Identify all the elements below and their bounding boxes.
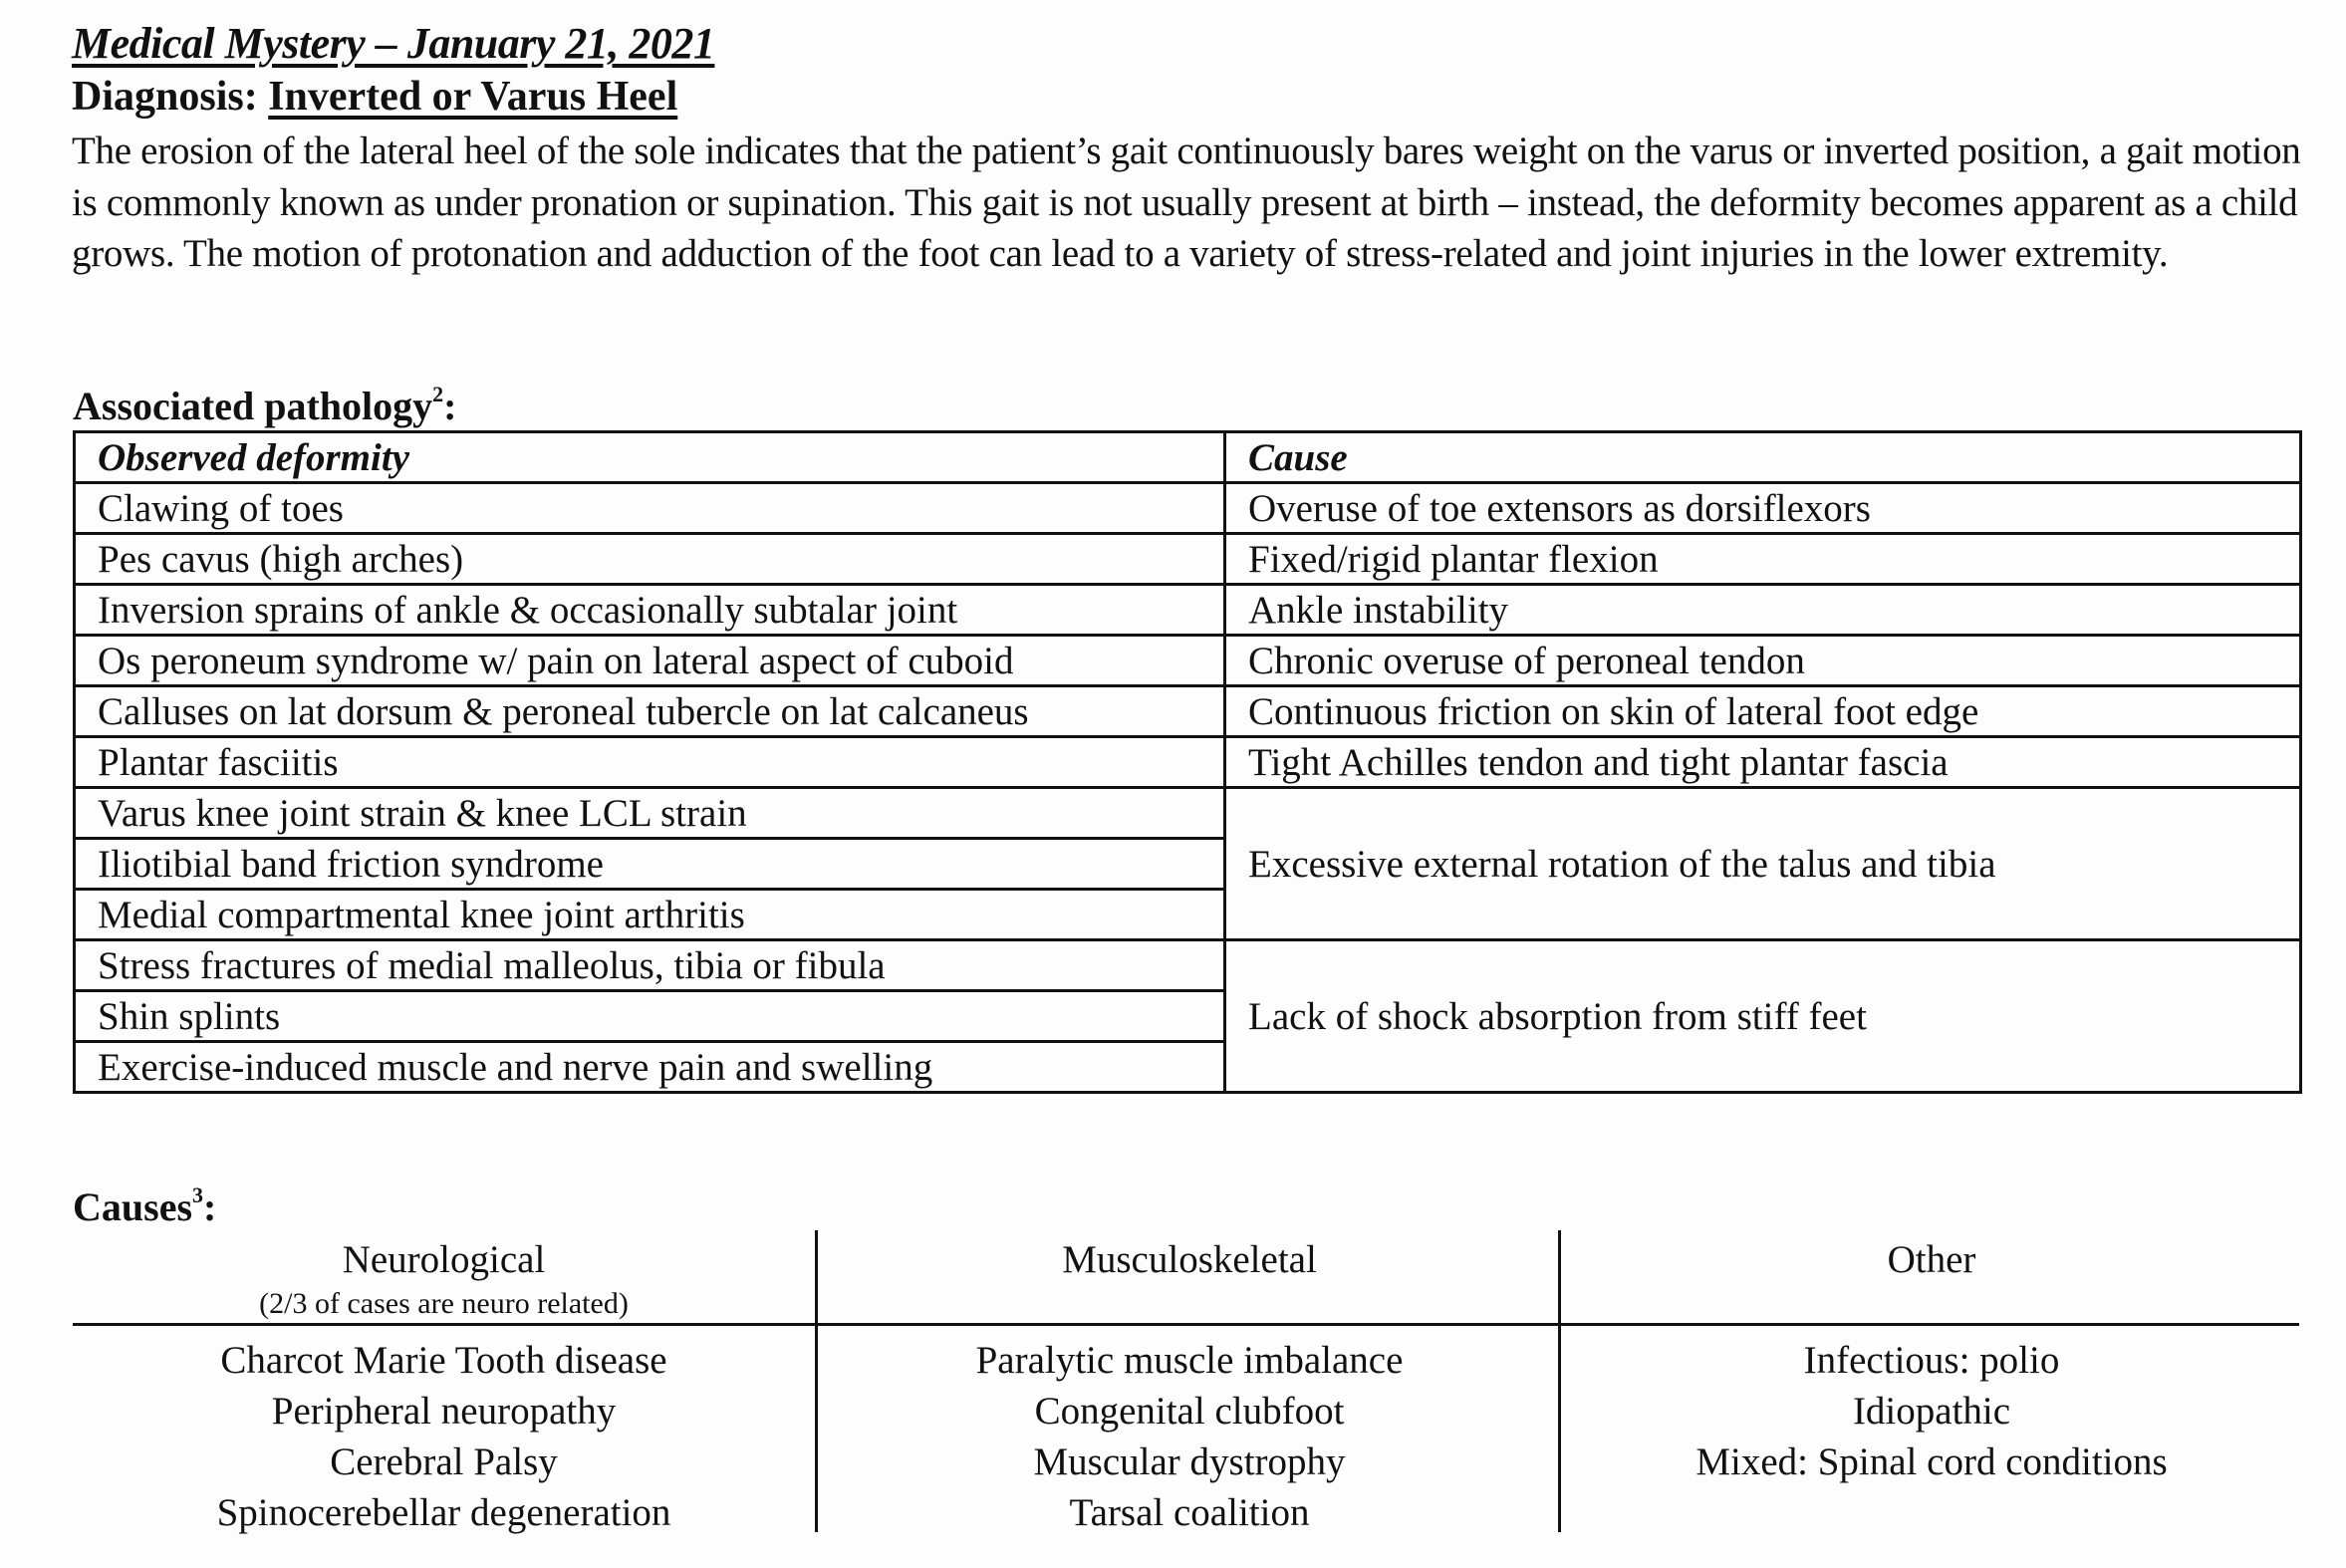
- footnote-marker: 2: [432, 382, 444, 406]
- cause-cell: Tight Achilles tendon and tight plantar fascia: [1225, 737, 2301, 788]
- deformity-cell: Pes cavus (high arches): [75, 534, 1225, 585]
- table-row: [75, 737, 2301, 788]
- associated-pathology-heading-text: Associated pathology: [73, 384, 433, 428]
- deformity-cell: Inversion sprains of ankle & occasionally subtalar joint: [75, 585, 1225, 636]
- document-title: Medical Mystery – January 21, 2021: [72, 19, 715, 68]
- causes-grid: [73, 1230, 2299, 1532]
- diagnosis-line: [72, 76, 677, 118]
- diagnosis-label: Diagnosis:: [72, 74, 258, 120]
- deformity-cell: Iliotibial band friction syndrome: [75, 839, 1225, 890]
- deformity-cell: Exercise-induced muscle and nerve pain and swelling: [75, 1042, 1225, 1093]
- deformity-cell: Varus knee joint strain & knee LCL strain: [75, 788, 1225, 839]
- associated-pathology-table: [73, 430, 2302, 1094]
- cause-cell-merged: Lack of shock absorption from stiff feet: [1225, 940, 2301, 1093]
- column-header: [1561, 1230, 2302, 1325]
- causes-column-other: [1558, 1230, 2302, 1532]
- list-item: Congenital clubfoot: [1034, 1390, 1345, 1433]
- cause-list: [73, 1325, 815, 1538]
- list-item: Charcot Marie Tooth disease: [220, 1339, 667, 1382]
- associated-pathology-heading: Associated pathology$^2$:: [73, 382, 457, 428]
- cause-cell: Continuous friction on skin of lateral foot edge: [1225, 686, 2301, 737]
- list-item: Idiopathic: [1852, 1390, 2011, 1433]
- table-row: [75, 534, 2301, 585]
- deformity-cell: Calluses on lat dorsum & peroneal tubercle on lat calcaneus: [75, 686, 1225, 737]
- deformity-cell: Medial compartmental knee joint arthritis: [75, 890, 1225, 940]
- deformity-cell: Shin splints: [75, 991, 1225, 1042]
- column-title: Neurological: [342, 1238, 546, 1281]
- list-item: Mixed: Spinal cord conditions: [1695, 1440, 2168, 1483]
- cause-list: [1561, 1325, 2302, 1487]
- column-title: Musculoskeletal: [1062, 1238, 1317, 1281]
- cause-cell: Chronic overuse of peroneal tendon: [1225, 636, 2301, 686]
- causes-heading: Causes$^3$:: [73, 1182, 217, 1229]
- table-row: [75, 788, 2301, 839]
- deformity-cell: Os peroneum syndrome w/ pain on lateral aspect of cuboid: [75, 636, 1225, 686]
- list-item: Infectious: polio: [1803, 1339, 2060, 1382]
- causes-heading-text: Causes: [73, 1184, 193, 1229]
- list-item: Tarsal coalition: [1069, 1491, 1310, 1534]
- column-header-cause: Cause: [1225, 432, 2301, 483]
- intro-paragraph: The erosion of the lateral heel of the sole indicates that the patient’s gait continuously bares weight on the varus or inverted position, a gait motion is commonly known as under pronation or supination. This gait is not usually present at birth – instead, the deformity becomes apparent as a child grows. The motion of protonation and adduction of the foot can lead to a variety of stress-related and joint injuries in the lower extremity.: [72, 130, 2301, 275]
- cause-cell: Overuse of toe extensors as dorsiflexors: [1225, 483, 2301, 534]
- causes-column-neurological: [73, 1230, 815, 1532]
- list-item: Paralytic muscle imbalance: [975, 1339, 1404, 1382]
- cause-cell-merged: Excessive external rotation of the talus and tibia: [1225, 788, 2301, 940]
- column-header: [73, 1230, 815, 1325]
- diagnosis-value: Inverted or Varus Heel: [268, 74, 678, 120]
- table-row: [75, 483, 2301, 534]
- footnote-marker: 3: [192, 1182, 204, 1207]
- deformity-cell: Clawing of toes: [75, 483, 1225, 534]
- cause-cell: Ankle instability: [1225, 585, 2301, 636]
- table-row: [75, 940, 2301, 991]
- cause-cell: Fixed/rigid plantar flexion: [1225, 534, 2301, 585]
- column-subtitle: (2/3 of cases are neuro related): [259, 1287, 629, 1320]
- column-header-observed-deformity: Observed deformity: [75, 432, 1225, 483]
- column-title: Other: [1887, 1238, 1976, 1281]
- deformity-cell: Plantar fasciitis: [75, 737, 1225, 788]
- table-header-row: [75, 432, 2301, 483]
- cause-list: [818, 1325, 1561, 1538]
- deformity-cell: Stress fractures of medial malleolus, tibia or fibula: [75, 940, 1225, 991]
- list-item: Muscular dystrophy: [1033, 1440, 1346, 1483]
- column-header: [818, 1230, 1561, 1325]
- table-row: [75, 585, 2301, 636]
- list-item: Cerebral Palsy: [330, 1440, 558, 1483]
- table-row: [75, 686, 2301, 737]
- list-item: Spinocerebellar degeneration: [216, 1491, 671, 1534]
- table-row: [75, 636, 2301, 686]
- causes-column-musculoskeletal: [815, 1230, 1561, 1532]
- list-item: Peripheral neuropathy: [271, 1390, 617, 1433]
- header-divider: [73, 1323, 2299, 1326]
